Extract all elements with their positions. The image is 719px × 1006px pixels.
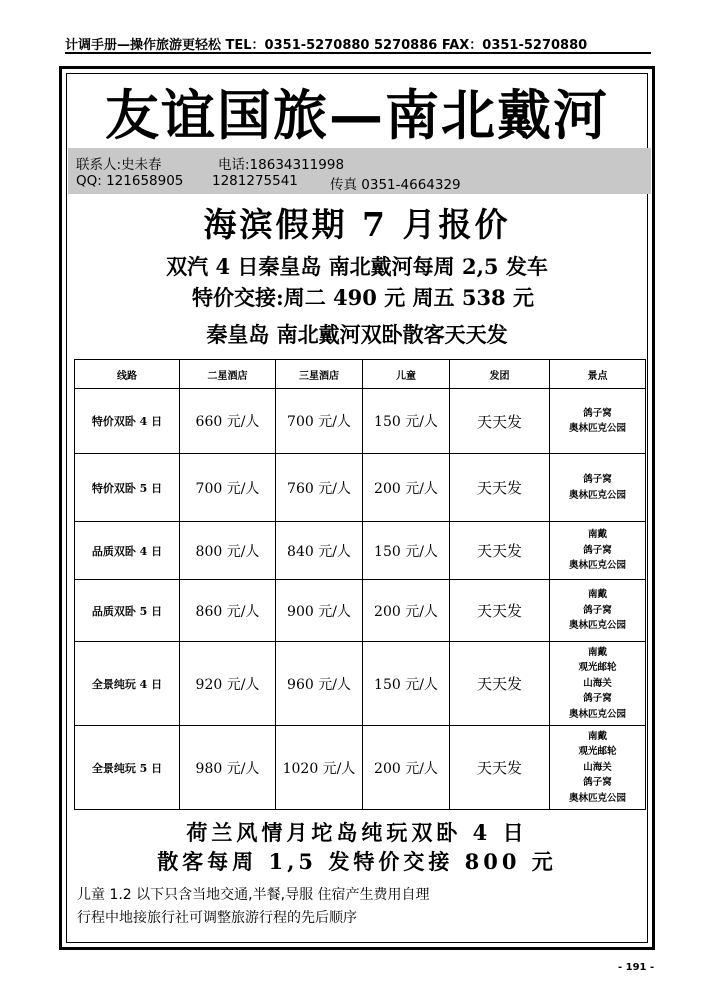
sight-item: 鸽子窝 — [583, 544, 612, 556]
footer-line-1: 荷兰风情月坨岛纯玩双卧 4 日 — [186, 820, 528, 845]
footer-line-2: 散客每周 1,5 发特价交接 800 元 — [157, 849, 557, 874]
contact-fax: 传真 0351-4664329 — [330, 177, 461, 193]
departure-cell: 天天发 — [450, 580, 550, 642]
table-row — [75, 726, 646, 810]
child-price: 150 元/人 — [363, 389, 450, 454]
main-title: 友谊国旅—南北戴河 — [105, 83, 609, 147]
table-row — [75, 642, 646, 726]
three-star-price: 700 元/人 — [276, 389, 363, 454]
route-cell: 全景纯玩 4 日 — [75, 642, 180, 726]
route-cell: 特价双卧 4 日 — [75, 389, 180, 454]
sight-item: 奥林匹克公园 — [568, 620, 626, 632]
three-star-price: 760 元/人 — [276, 454, 363, 522]
three-star-price: 840 元/人 — [276, 522, 363, 580]
sight-item: 南戴 — [587, 730, 607, 742]
two-star-price: 700 元/人 — [180, 454, 276, 522]
note-2: 行程中地接旅行社可调整旅游行程的先后顺序 — [77, 910, 357, 926]
table-row — [75, 389, 646, 454]
route-cell: 特价双卧 5 日 — [75, 454, 180, 522]
table-row — [75, 522, 646, 580]
header-child: 儿童 — [363, 360, 450, 389]
three-star-price: 960 元/人 — [276, 642, 363, 726]
sight-item: 奥林匹克公园 — [568, 560, 626, 572]
page-number: - 191 - — [618, 962, 655, 973]
sight-item: 山海关 — [583, 677, 612, 689]
header-three-star: 三星酒店 — [276, 360, 363, 389]
two-star-price: 980 元/人 — [180, 726, 276, 810]
departure-cell: 天天发 — [450, 522, 550, 580]
table-row — [75, 454, 646, 522]
child-price: 150 元/人 — [363, 522, 450, 580]
route-cell: 全景纯玩 5 日 — [75, 726, 180, 810]
sight-item: 观光邮轮 — [578, 662, 617, 674]
child-price: 200 元/人 — [363, 726, 450, 810]
sight-item: 鸽子窝 — [583, 407, 612, 419]
departure-cell: 天天发 — [450, 389, 550, 454]
sight-item: 山海关 — [583, 761, 612, 773]
sight-item: 奥林匹克公园 — [568, 423, 626, 434]
two-star-price: 660 元/人 — [180, 389, 276, 454]
three-star-price: 1020 元/人 — [276, 726, 363, 810]
sights-cell — [550, 454, 646, 522]
sights-cell — [550, 522, 646, 580]
sight-item: 鸽子窝 — [583, 474, 612, 485]
two-star-price: 800 元/人 — [180, 522, 276, 580]
sights-cell — [550, 726, 646, 810]
route-cell: 品质双卧 4 日 — [75, 522, 180, 580]
header-departure: 发团 — [450, 360, 550, 389]
sight-item: 鸽子窝 — [583, 777, 612, 789]
departure-cell: 天天发 — [450, 726, 550, 810]
sights-cell — [550, 580, 646, 642]
contact-qq: QQ: 121658905 — [76, 173, 184, 189]
child-price: 150 元/人 — [363, 642, 450, 726]
sights-cell — [550, 389, 646, 454]
contact-phone: 电话:18634311998 — [218, 157, 345, 173]
table-title: 秦皇岛 南北戴河双卧散客天天发 — [206, 323, 508, 347]
note-1: 儿童 1.2 以下只含当地交通,半餐,导服 住宿产生费用自理 — [77, 887, 430, 903]
sight-item: 南戴 — [587, 646, 607, 658]
page-header: 计调手册—操作旅游更轻松 TEL：0351-5270880 5270886 FAX：0351-5270880 — [65, 38, 588, 53]
two-star-price: 920 元/人 — [180, 642, 276, 726]
two-star-price: 860 元/人 — [180, 580, 276, 642]
contact-box — [68, 148, 651, 194]
sight-item: 鸽子窝 — [583, 604, 612, 616]
sight-item: 观光邮轮 — [578, 746, 617, 758]
promo-line-1: 双汽 4 日秦皇岛 南北戴河每周 2,5 发车 — [166, 254, 548, 279]
sight-item: 南戴 — [587, 529, 607, 541]
departure-cell: 天天发 — [450, 454, 550, 522]
header-two-star: 二星酒店 — [180, 360, 276, 389]
header-rule — [65, 52, 651, 54]
sight-item: 奥林匹克公园 — [568, 708, 626, 720]
departure-cell: 天天发 — [450, 642, 550, 726]
sight-item: 奥林匹克公园 — [568, 489, 626, 501]
header-route: 线路 — [75, 360, 180, 389]
route-cell: 品质双卧 5 日 — [75, 580, 180, 642]
three-star-price: 900 元/人 — [276, 580, 363, 642]
child-price: 200 元/人 — [363, 454, 450, 522]
sight-item: 鸽子窝 — [583, 693, 612, 705]
promo-title: 海滨假期 7 月报价 — [203, 205, 511, 244]
sights-cell — [550, 642, 646, 726]
child-price: 200 元/人 — [363, 580, 450, 642]
table-row — [75, 580, 646, 642]
contact-person: 联系人:史未春 — [76, 157, 162, 173]
promo-line-2: 特价交接:周二 490 元 周五 538 元 — [192, 285, 534, 310]
header-sights: 景点 — [550, 360, 646, 389]
contact-qq-2: 1281275541 — [212, 173, 298, 189]
sight-item: 奥林匹克公园 — [568, 792, 626, 804]
table-header-row — [75, 360, 646, 389]
price-table — [74, 359, 646, 810]
sight-item: 南戴 — [587, 589, 607, 601]
